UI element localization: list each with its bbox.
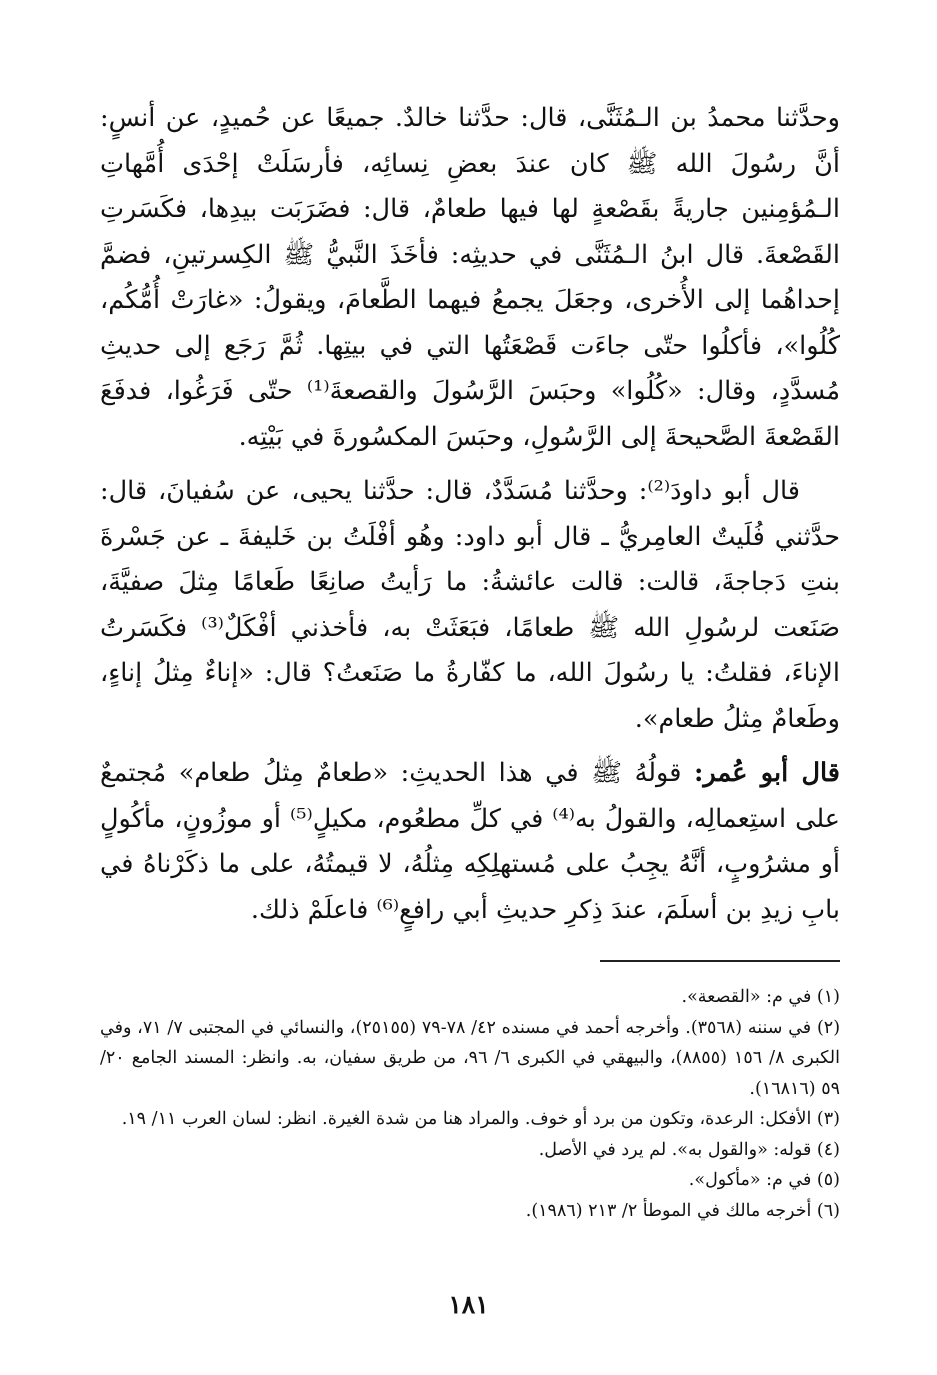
paragraph-3-text: قولُهُ ﷺ في هذا الحديثِ: «طعامٌ مِثلُ طعام» مُجتمعٌ على استِعمالِه، والقولُ به⁽⁴⁾ في كلِّ مطعُوم، مكيلٍ⁽⁵⁾ أو موزُونٍ، مأكُولٍ أو مشرُوبٍ، أنَّهُ يجِبُ على مُستهلِكِه مِثلُهُ، لا قيمتُهُ، على ما ذكَرْناهُ في بابِ زيدِ بن أسلَمَ، عندَ ذِكرِ حديثِ أبي رافعٍ⁽⁶⁾ فاعلَمْ ذلك. — [100, 758, 840, 925]
footnotes — [100, 982, 840, 1226]
footnote-6: (٦) أخرجه مالك في الموطأ ٢/ ٢١٣ (١٩٨٦). — [525, 1200, 840, 1221]
paragraph-3 — [100, 751, 840, 933]
paragraph-2 — [100, 469, 840, 742]
paragraph-3-speaker: قال أبو عُمر: — [694, 758, 841, 788]
paragraph-2-text: قال أبو داودَ⁽²⁾: وحدَّثنا مُسَدَّدٌ، قال: حدَّثنا يحيى، عن سُفيانَ، قال: حدَّثني فُلَيتٌ العامِريُّ ـ قال أبو داود: وهُو أفْلَتُ بن خَليفةَ ـ عن جَسْرةَ بنتِ دَجاجةَ، قالت: قالت عائشةُ: ما رَأيتُ صانِعًا طَعامًا مِثلَ صفيَّةَ، صَنَعت لرسُولِ الله ﷺ طعامًا، فبَعَثَتْ به، فأخذني أفْكَلٌ⁽³⁾ فكَسَرتُ الإناءَ، فقلتُ: يا رسُولَ الله، ما كفّارةُ ما صَنَعتُ؟ قال: «إناءٌ مِثلُ إناءٍ، وطَعامٌ مِثلُ طعام». — [100, 476, 840, 734]
paragraph-1 — [100, 96, 840, 460]
paragraph-1-text: وحدَّثنا محمدُ بن الـمُثَنَّى، قال: حدَّثنا خالدٌ. جميعًا عن حُميدٍ، عن أنسٍ: أنَّ رسُولَ الله ﷺ كان عندَ بعضِ نِسائِه، فأرسَلَتْ إحْدَى أُمَّهاتِ الـمُؤمِنين جاريةً بقَصْعةٍ لها فيها طعامٌ، قال: فضَرَبَت بيدِها، فكَسَرتِ القَصْعةَ. قال ابنُ الـمُثَنَّى في حديثِه: فأخَذَ النَّبيُّ ﷺ الكِسرتينِ، فضمَّ إحداهُما إلى الأُخرى، وجعَلَ يجمعُ فيهما الطَّعامَ، ويقولُ: «غارَتْ أُمُّكُم، كُلُوا»، فأكلُوا حتّى جاءَت قَصْعَتُها التي في بيتِها. ثُمَّ رَجَع إلى حديثِ مُسدَّدٍ، وقال: «كُلُوا» وحبَسَ الرَّسُولَ والقصعةَ⁽¹⁾ حتّى فَرَغُوا، فدفَعَ القَصْعةَ الصَّحيحةَ إلى الرَّسُولِ، وحبَسَ المكسُورةَ في بَيْتِه. — [100, 103, 840, 452]
footnote-4: (٤) قوله: «والقول به». لم يرد في الأصل. — [538, 1139, 840, 1160]
footnote-3: (٣) الأفكل: الرعدة، وتكون من برد أو خوف. والمراد هنا من شدة الغيرة. انظر: لسان العرب ١١/ ١٩. — [121, 1109, 840, 1129]
footnote-divider — [600, 960, 840, 962]
footnote-1: (١) في م: «القصعة». — [681, 987, 840, 1007]
footnote-5: (٥) في م: «مأكول». — [688, 1170, 840, 1190]
main-text-block — [100, 96, 840, 933]
page-number: ١٨١ — [448, 1290, 489, 1319]
main-text — [100, 96, 840, 933]
footnote-2: (٢) في سننه (٣٥٦٨). وأخرجه أحمد في مسنده ٤٢/ ٧٨-٧٩ (٢٥١٥٥)، والنسائي في المجتبى ٧/ ٧١، وفي الكبرى ٨/ ١٥٦ (٨٨٥٥)، والبيهقي في الكبرى ٦/ ٩٦، من طريق سفيان، به. وانظر: المسند الجامع ٢٠/ ٥٩ (١٦٨١٦). — [100, 1017, 841, 1099]
